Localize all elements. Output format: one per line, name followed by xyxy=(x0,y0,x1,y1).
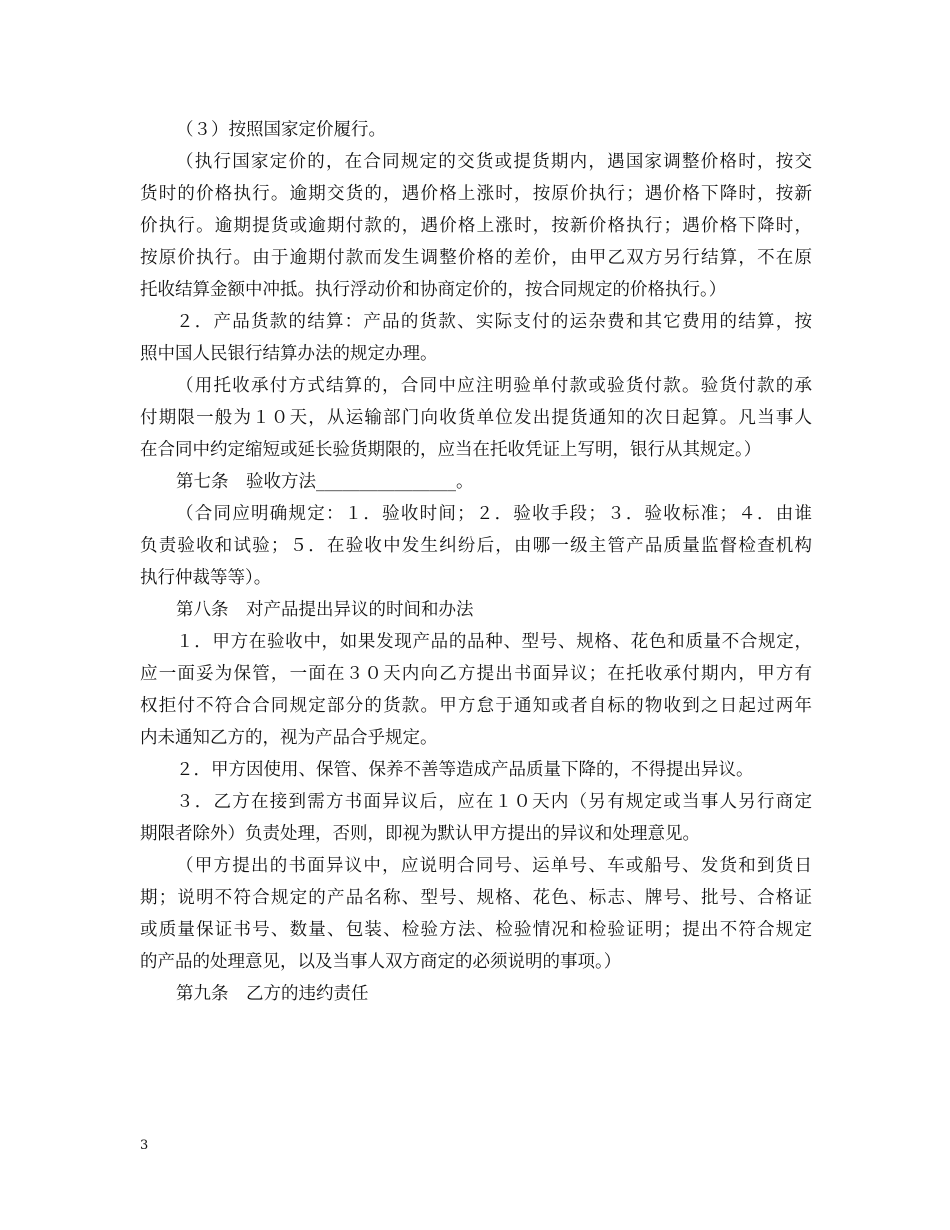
text-line: １．甲方在验收中，如果发现产品的品种、型号、规格、花色和质量不合规定， xyxy=(176,632,812,652)
text-line: 价执行。逾期提货或逾期付款的，遇价格上涨时，按新价格执行；遇价格下降时， xyxy=(140,216,812,236)
text-line: 照中国人民银行结算办法的规定办理。 xyxy=(140,344,438,364)
text-line: ２．甲方因使用、保管、保养不善等造成产品质量下降的，不得提出异议。 xyxy=(176,760,754,780)
text-line: 第九条 乙方的违约责任 xyxy=(176,984,369,1004)
text-line: 执行仲裁等等）。 xyxy=(140,568,272,588)
text-line: （甲方提出的书面异议中，应说明合同号、运单号、车或船号、发货和到货日 xyxy=(176,856,812,876)
text-line: ２．产品货款的结算：产品的货款、实际支付的运杂费和其它费用的结算，按 xyxy=(176,312,812,332)
text-line: ３．乙方在接到需方书面异议后，应在１０天内（另有规定或当事人另行商定 xyxy=(176,792,812,812)
text-line: 负责验收和试验；５．在验收中发生纠纷后，由哪一级主管产品质量监督检查机构 xyxy=(140,536,812,556)
page-number: 3 xyxy=(140,1138,149,1153)
text-line: 权拒付不符合合同规定部分的货款。甲方怠于通知或者自标的物收到之日起过两年 xyxy=(140,696,812,716)
text-line: 的产品的处理意见，以及当事人双方商定的必须说明的事项。） xyxy=(140,952,622,972)
text-line: （３）按照国家定价履行。 xyxy=(176,120,386,140)
text-line: 托收结算金额中冲抵。执行浮动价和协商定价的，按合同规定的价格执行。） xyxy=(140,280,727,300)
text-line: 货时的价格执行。逾期交货的，遇价格上涨时，按原价执行；遇价格下降时，按新 xyxy=(140,184,812,204)
text-line: 付期限一般为１０天，从运输部门向收货单位发出提货通知的次日起算。凡当事人 xyxy=(140,408,812,428)
text-line: 在合同中约定缩短或延长验货期限的，应当在托收凭证上写明，银行从其规定。） xyxy=(140,440,762,460)
text-line: 第八条 对产品提出异议的时间和办法 xyxy=(176,600,474,620)
text-line: 应一面妥为保管，一面在３０天内向乙方提出书面异议；在托收承付期内，甲方有 xyxy=(140,664,812,684)
text-line: 或质量保证书号、数量、包装、检验方法、检验情况和检验证明；提出不符合规定 xyxy=(140,920,812,940)
document-body xyxy=(140,114,812,1010)
text-line: （合同应明确规定：１．验收时间；２．验收手段；３．验收标准；４．由谁 xyxy=(176,504,812,524)
text-line: 期；说明不符合规定的产品名称、型号、规格、花色、标志、牌号、批号、合格证 xyxy=(140,888,812,908)
text-line: 内未通知乙方的，视为产品合乎规定。 xyxy=(140,728,438,748)
text-line: 第七条 验收方法________________。 xyxy=(176,472,474,492)
text-line: 期限者除外）负责处理，否则，即视为默认甲方提出的异议和处理意见。 xyxy=(140,824,700,844)
text-line: （执行国家定价的，在合同规定的交货或提货期内，遇国家调整价格时，按交 xyxy=(176,152,812,172)
text-line: （用托收承付方式结算的，合同中应注明验单付款或验货付款。验货付款的承 xyxy=(176,376,812,396)
text-line: 按原价执行。由于逾期付款而发生调整价格的差价，由甲乙双方另行结算，不在原 xyxy=(140,248,812,268)
